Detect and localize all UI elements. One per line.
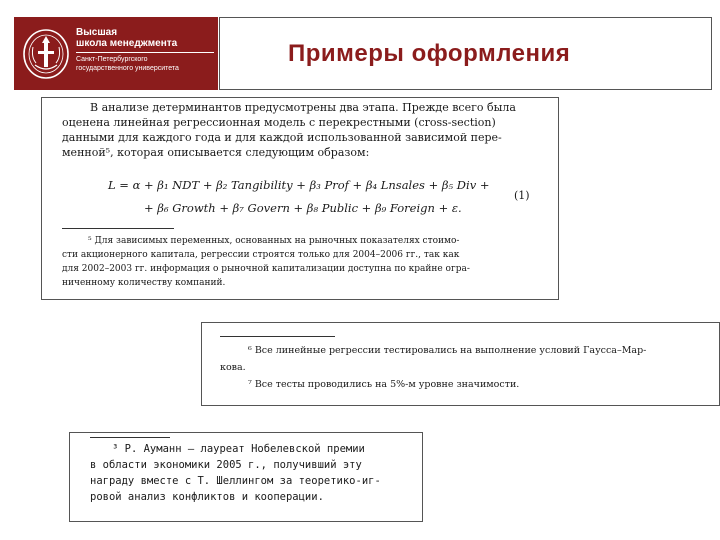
paragraph-line-3: данными для каждого года и для каждой использованной зависимой пере- [62, 131, 502, 144]
footnote-line-2: сти акционерного капитала, регрессии строятся только для 2004–2006 гг., так как [62, 250, 460, 260]
university-emblem-icon [20, 27, 72, 81]
paragraph-line-2: оценена линейная регрессионная модель с перекрестными (cross-section) [62, 116, 496, 129]
logo-line-4: государственного университета [76, 65, 179, 72]
footnote-line-1: ³ Р. Ауманн — лауреат Нобелевской премии [112, 443, 365, 455]
footnote-line-3: награду вместе с Т. Шеллингом за теоретико-иг- [90, 475, 381, 487]
title-frame [219, 17, 712, 90]
logo-text [76, 27, 214, 73]
footnote-line-4: ниченному количеству компаний. [62, 278, 226, 288]
paragraph-line-4: менной⁵, которая описывается следующим образом: [62, 146, 370, 159]
footnote-line-1: ⁵ Для зависимых переменных, основанных на рыночных показателях стоимо- [88, 236, 460, 246]
example-3-scan [69, 432, 423, 522]
paragraph-line-1: В анализе детерминантов предусмотрены два этапа. Прежде всего была [90, 101, 516, 114]
footnote-line-3: ⁷ Все тесты проводились на 5%-м уровне значимости. [248, 379, 520, 390]
logo-line-2: школа менеджмента [76, 38, 178, 49]
footnote-line-3: для 2002–2003 гг. информация о рыночной капитализации доступна по крайне огра- [62, 264, 470, 274]
logo-line-3: Санкт-Петербургского [76, 56, 148, 63]
footnote-line-1: ⁶ Все линейные регрессии тестировались на выполнение условий Гаусса–Мар- [248, 345, 647, 356]
footnote-line-4: ровой анализ конфликтов и кооперации. [90, 491, 324, 503]
equation-line-1: L = α + β₁ NDT + β₂ Tangibility + β₃ Prof + β₄ Lnsales + β₅ Div + [108, 178, 490, 192]
logo-line-1: Высшая [76, 27, 118, 38]
page-title: Примеры оформления [288, 40, 571, 67]
logo-divider [76, 52, 214, 53]
footnote-line-2: кова. [220, 362, 246, 373]
example-1-scan [41, 97, 559, 300]
footnote-separator [90, 437, 170, 438]
equation-line-2: + β₆ Growth + β₇ Govern + β₈ Public + β₉ Foreign + ε. [144, 201, 462, 215]
footnote-separator [220, 336, 335, 337]
hsm-logo [14, 17, 218, 90]
footnote-line-2: в области экономики 2005 г., получивший эту [90, 459, 362, 471]
footnote-separator [62, 228, 174, 229]
example-2-scan [201, 322, 720, 406]
equation-number: (1) [514, 189, 530, 202]
